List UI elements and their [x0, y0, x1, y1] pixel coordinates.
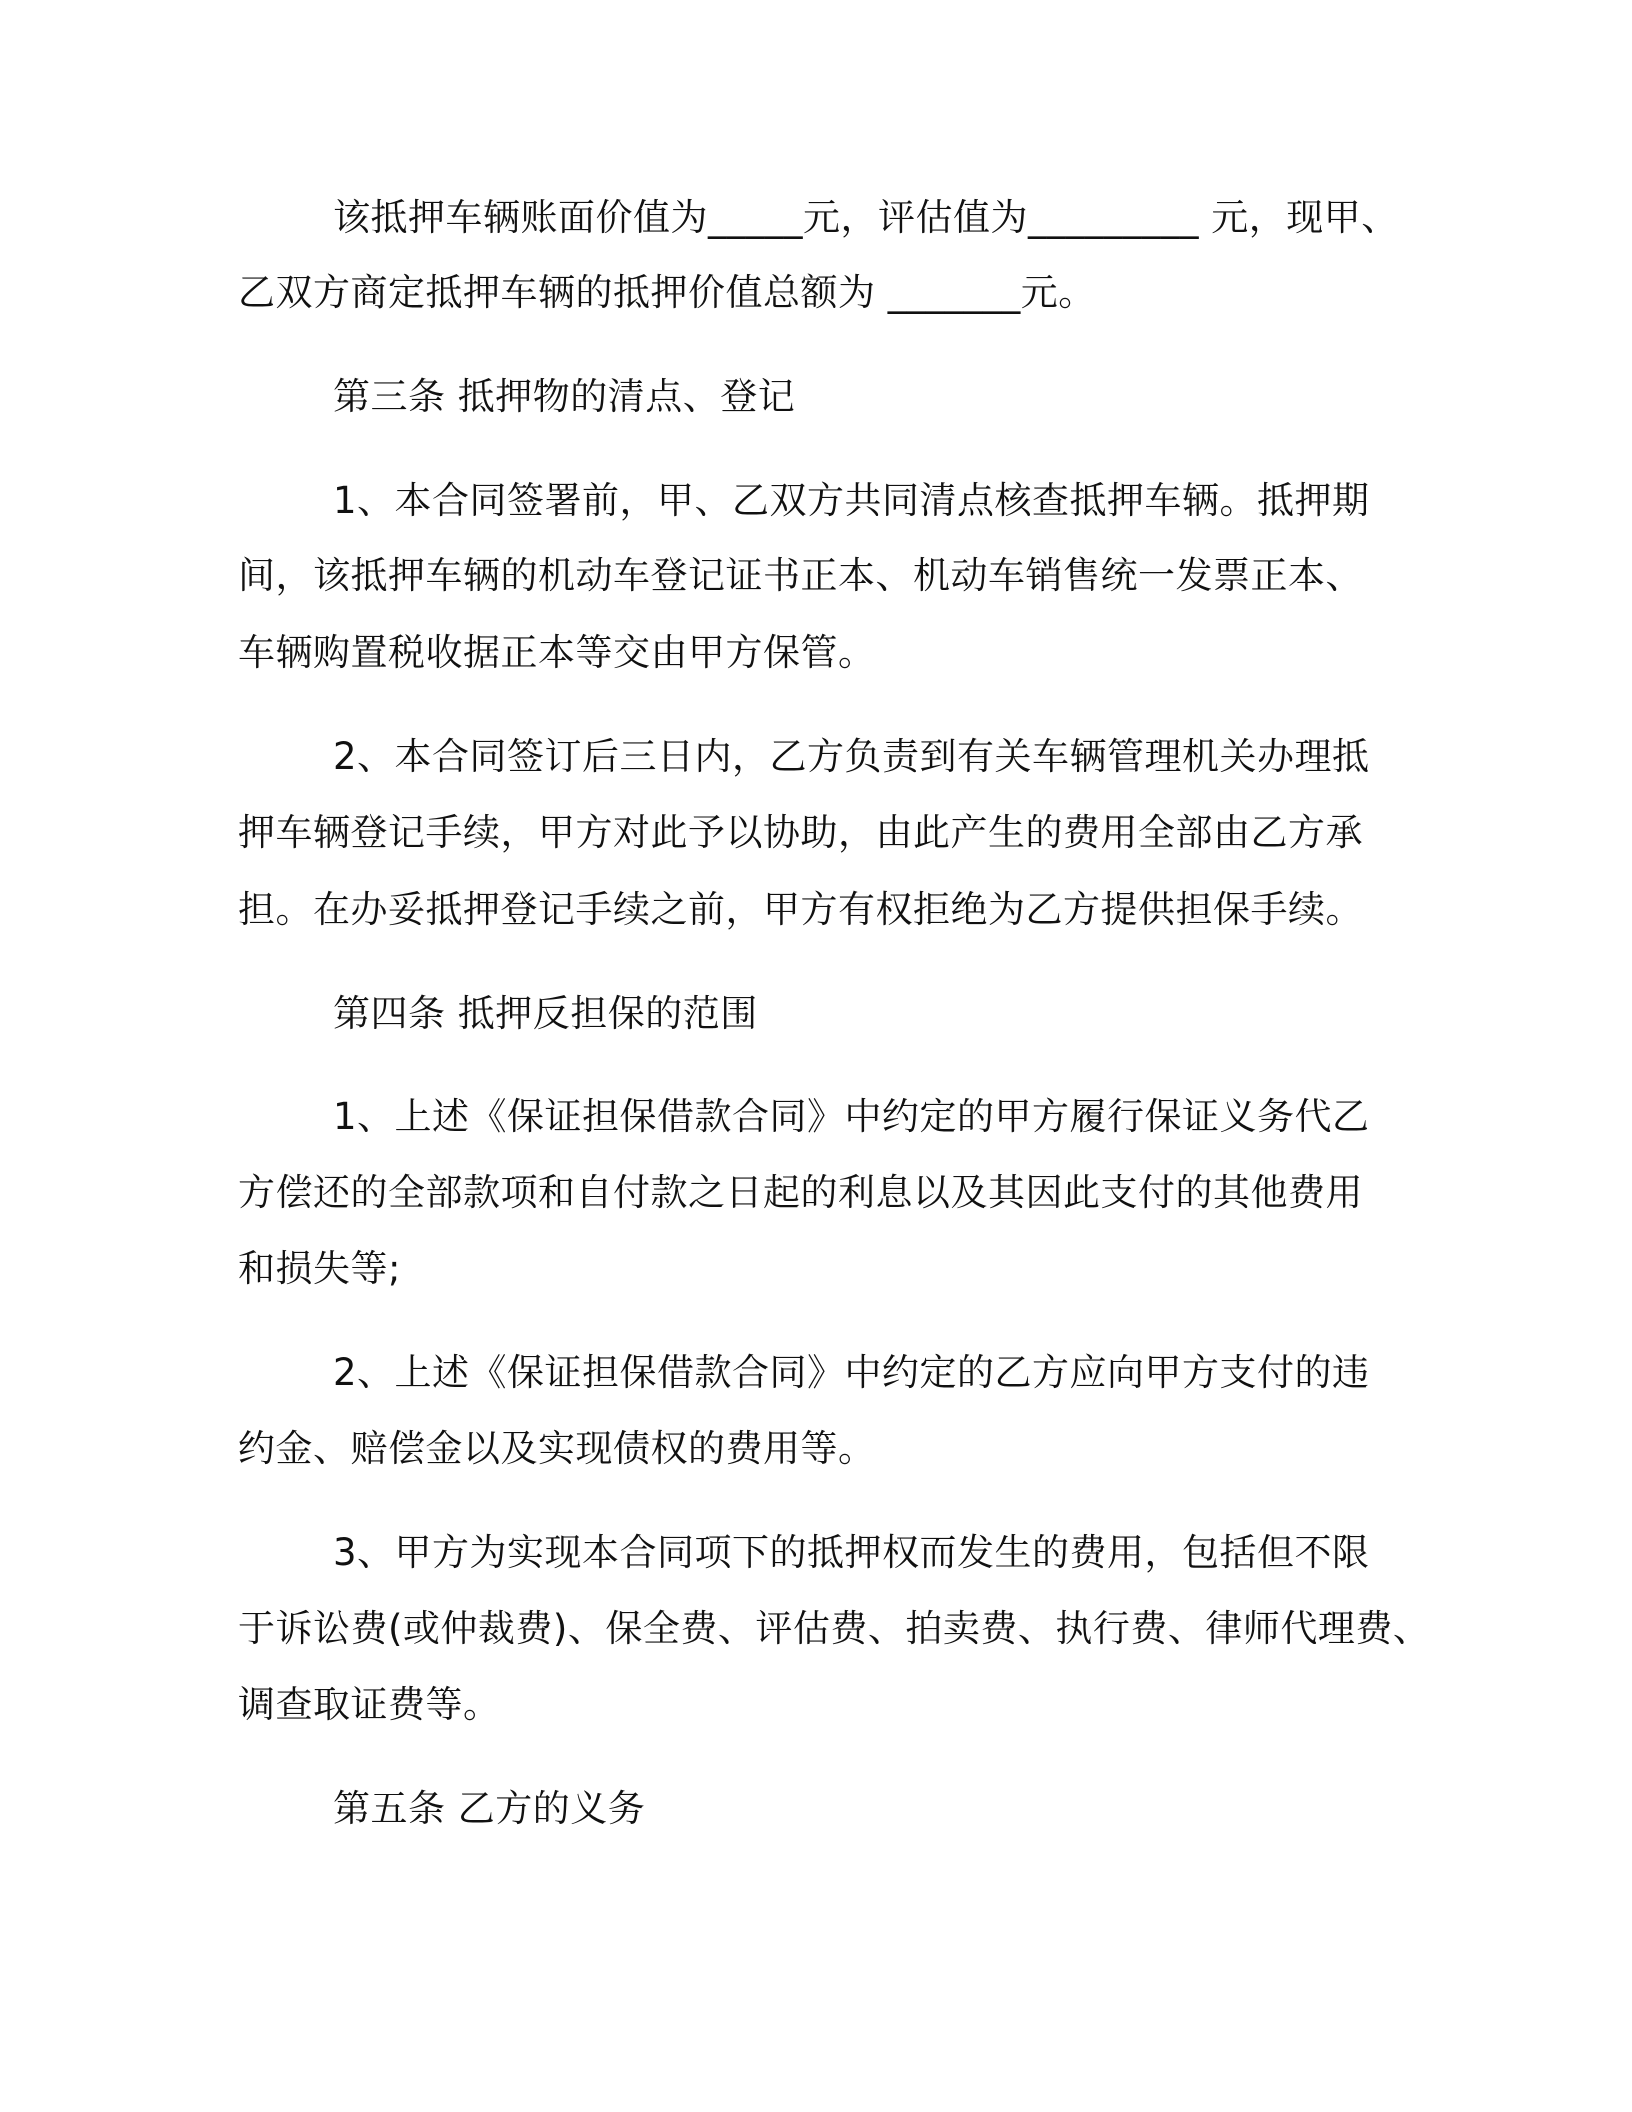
article-4-heading: 第四条 抵押反担保的范围 — [333, 992, 758, 1035]
article-4-item-2-line-1: 2、上述《保证担保借款合同》中约定的乙方应向甲方支付的违 — [333, 1351, 1370, 1394]
article-3-item-1-line-2: 间，该抵押车辆的机动车登记证书正本、机动车销售统一发票正本、 — [238, 554, 1363, 597]
article-3-heading: 第三条 抵押物的清点、登记 — [333, 375, 796, 418]
article-4-item-3-line-3: 调查取证费等。 — [238, 1683, 501, 1726]
article-3-item-2-line-1: 2、本合同签订后三日内，乙方负责到有关车辆管理机关办理抵 — [333, 735, 1370, 778]
article-4-item-3-line-2: 于诉讼费(或仲裁费)、保全费、评估费、拍卖费、执行费、律师代理费、 — [238, 1607, 1431, 1650]
article-3-item-1-line-3: 车辆购置税收据正本等交由甲方保管。 — [238, 631, 876, 674]
article-4-item-3-line-1: 3、甲方为实现本合同项下的抵押权而发生的费用，包括但不限 — [333, 1531, 1370, 1574]
article-5-heading: 第五条 乙方的义务 — [333, 1787, 646, 1830]
article-4-item-1-line-1: 1、上述《保证担保借款合同》中约定的甲方履行保证义务代乙 — [333, 1095, 1370, 1138]
article-4-item-1-line-2: 方偿还的全部款项和自付款之日起的利息以及其因此支付的其他费用 — [238, 1171, 1363, 1214]
valuation-line-1: 该抵押车辆账面价值为_____元，评估值为_________ 元，现甲、 — [333, 196, 1399, 239]
article-3-item-2-line-3: 担。在办妥抵押登记手续之前，甲方有权拒绝为乙方提供担保手续。 — [238, 888, 1363, 931]
article-3-item-2-line-2: 押车辆登记手续，甲方对此予以协助，由此产生的费用全部由乙方承 — [238, 811, 1363, 854]
valuation-line-2: 乙双方商定抵押车辆的抵押价值总额为 _______元。 — [238, 271, 1096, 314]
article-4-item-2-line-2: 约金、赔偿金以及实现债权的费用等。 — [238, 1427, 876, 1470]
article-3-item-1-line-1: 1、本合同签署前，甲、乙双方共同清点核查抵押车辆。抵押期 — [333, 479, 1370, 522]
article-4-item-1-line-3: 和损失等; — [238, 1247, 401, 1290]
